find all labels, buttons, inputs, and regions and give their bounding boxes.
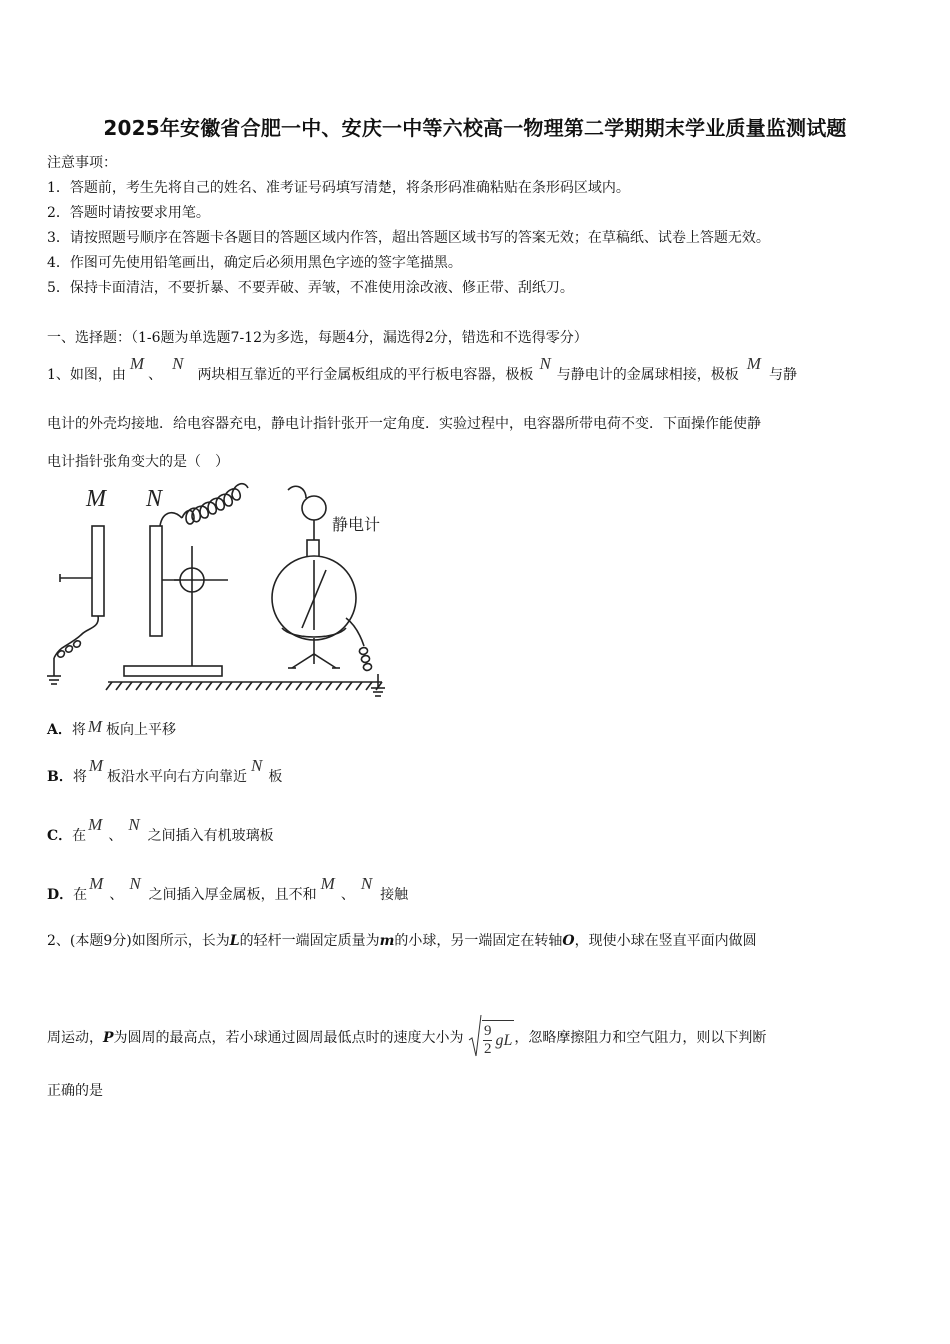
q2-line2: 周运动，P为圆周的最高点，若小球通过圆周最低点时的速度大小为 $\frac{9}{2}$ gL ，忽略摩擦阻力和空气阻力，则以下判断	[47, 1016, 766, 1060]
option-c[interactable]: C．在M、N之间插入有机玻璃板	[47, 815, 274, 844]
sqrt-expression: $\frac{9}{2}$ gL	[468, 1014, 514, 1058]
plate-n	[150, 526, 162, 636]
notice-item: 5．保持卡面清洁，不要折暴、不要弄破、弄皱，不准使用涂改液、修正带、刮纸刀。	[47, 280, 574, 296]
plate-m	[92, 526, 104, 616]
page-title: 2025年安徽省合肥一中、安庆一中等六校高一物理第二学期期末学业质量监测试题	[103, 116, 847, 140]
q1-line3: 电计指针张角变大的是（ ）	[47, 454, 229, 470]
electrometer-figure	[42, 478, 402, 708]
q1-line1: 1、如图，由M、N两块相互靠近的平行金属板组成的平行板电容器，极板N与静电计的金属球相接，极板M与静	[47, 354, 797, 383]
figure-label-n: N	[146, 486, 163, 512]
figure-label-electrometer: 静电计	[332, 515, 381, 534]
option-a[interactable]: A．将 M 板向上平移	[47, 717, 177, 738]
notice-item: 3．请按照题号顺序在答题卡各题目的答题区域内作答，超出答题区域书写的答案无效；在草稿纸、试卷上答题无效。	[47, 230, 770, 246]
notice-heading: 注意事项：	[47, 155, 117, 171]
q2-line1: 2、(本题9分)如图所示，长为L的轻杆一端固定质量为m的小球，另一端固定在转轴O，现使小球在竖直平面内做圆	[47, 933, 757, 949]
q1-line2: 电计的外壳均接地．给电容器充电，静电计指针张开一定角度．实验过程中，电容器所带电荷不变．下面操作能使静	[47, 416, 761, 432]
section-heading: 一、选择题：（1-6题为单选题7-12为多选，每题4分，漏选得2分，错选和不选得零分）	[47, 330, 588, 346]
notice-item: 1．答题前，考生先将自己的姓名、准考证号码填写清楚，将条形码准确粘贴在条形码区域内。	[47, 180, 630, 196]
figure-label-m: M	[86, 486, 106, 512]
q2-line3: 正确的是	[47, 1083, 103, 1099]
electrometer-ball	[302, 496, 326, 520]
option-b[interactable]: B．将M板沿水平向右方向靠近N板	[47, 756, 283, 785]
option-d[interactable]: D．在M、N之间插入厚金属板，且不和M、N接触	[47, 874, 409, 903]
notice-item: 2．答题时请按要求用笔。	[47, 205, 210, 221]
notice-item: 4．作图可先使用铅笔画出，确定后必须用黑色字迹的签字笔描黑。	[47, 255, 462, 271]
